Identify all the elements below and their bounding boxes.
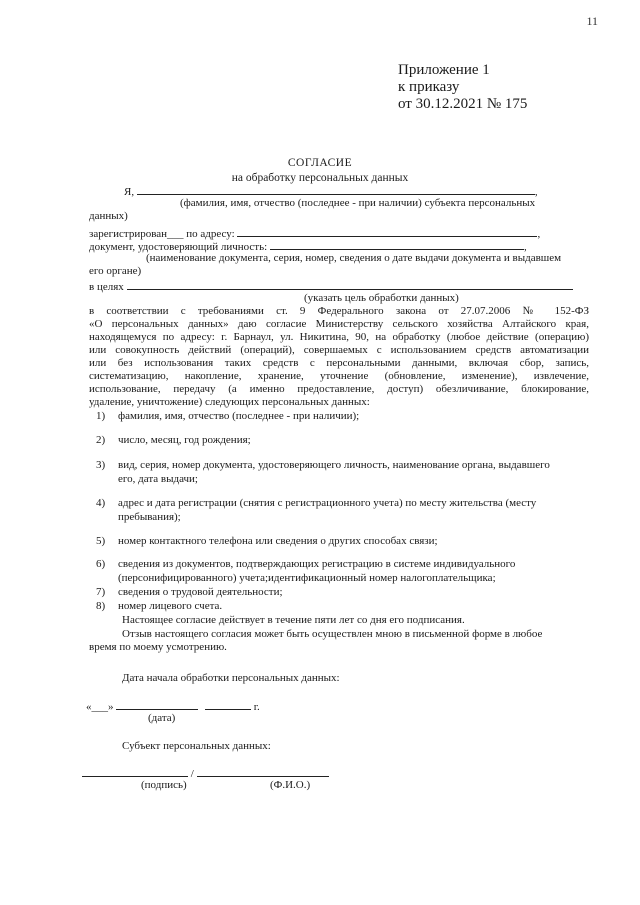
- full-name-hint: (Ф.И.О.): [270, 779, 311, 791]
- date-day-field[interactable]: «___»: [86, 701, 114, 713]
- consent-body-line-6: систематизацию, накопление, хранение, уточнение (обновление, изменение), извлечение,: [89, 370, 589, 382]
- date-hint: (дата): [148, 712, 176, 724]
- list-item-text: вид, серия, номер документа, удостоверяющего личность, наименование органа, выдавшего: [118, 459, 550, 471]
- date-year-suffix: г.: [253, 701, 260, 713]
- appendix-line-1: Приложение 1: [398, 62, 490, 78]
- address-field-label: зарегистрирован___ по адресу:: [89, 228, 235, 240]
- date-month-line[interactable]: [116, 699, 198, 710]
- signature-separator: /: [190, 768, 194, 780]
- list-item-number: 7): [96, 586, 106, 598]
- date-year-line[interactable]: [205, 699, 251, 710]
- appendix-reference: [398, 62, 527, 113]
- list-item-text: сведения о трудовой деятельности;: [118, 586, 283, 598]
- appendix-line-2: к приказу: [398, 79, 460, 95]
- consent-body-line-7: использование, передачу (а именно предоставление, доступ) обезличивание, блокирование,: [89, 383, 589, 395]
- id-document-hint-cont: его органе): [89, 265, 142, 277]
- consent-body-line-8: удаление, уничтожение) следующих персональных данных:: [89, 396, 370, 408]
- signature-hint: (подпись): [141, 779, 187, 791]
- list-item-number: 2): [96, 434, 106, 446]
- list-item-number: 5): [96, 535, 106, 547]
- consent-body-line-3: находящемуся по адресу: г. Барнаул, ул. Никитина, 90, на обработку (любое действие (операцию): [89, 331, 589, 343]
- name-field-label: Я,: [124, 186, 135, 198]
- purpose-field-line[interactable]: [127, 279, 573, 290]
- consent-body-line-4: или совокупность действий (операций), совершаемых с использованием средств автоматизации: [89, 344, 589, 356]
- address-field-comma: ,: [537, 228, 541, 240]
- list-item-text-cont: его, дата выдачи;: [118, 473, 198, 485]
- id-document-field-line[interactable]: [270, 239, 524, 250]
- purpose-field-label: в целях: [89, 281, 124, 293]
- purpose-field-hint: (указать цель обработки данных): [304, 292, 459, 304]
- list-item-number: 6): [96, 558, 106, 570]
- list-item-number: 4): [96, 497, 106, 509]
- document-subtitle: на обработку персональных данных: [231, 172, 409, 184]
- name-field-hint-cont: данных): [89, 210, 128, 222]
- consent-body-line-2: «О персональных данных» даю согласие Министерству сельского хозяйства Алтайского края,: [89, 318, 589, 330]
- list-item-text-cont: пребывания);: [118, 511, 181, 523]
- list-item-text: число, месяц, год рождения;: [118, 434, 251, 446]
- consent-body-line-5: или без использования таких средств с персональными данными, включая сбор, запись,: [89, 357, 589, 369]
- id-document-field-comma: ,: [523, 241, 527, 253]
- id-document-field-label: документ, удостоверяющий личность:: [89, 241, 268, 253]
- start-date-label: Дата начала обработки персональных данных:: [122, 672, 340, 684]
- list-item-text-cont: (персонифицированного) учета;идентификационный номер налогоплательщика;: [118, 572, 496, 584]
- revocation-statement-cont: время по моему усмотрению.: [89, 641, 227, 653]
- appendix-line-3: от 30.12.2021 № 175: [398, 96, 528, 112]
- full-name-line[interactable]: [197, 766, 329, 777]
- list-item-number: 3): [96, 459, 106, 471]
- name-field-hint: (фамилия, имя, отчество (последнее - при наличии) субъекта персональных: [180, 197, 536, 209]
- list-item-text: фамилия, имя, отчество (последнее - при наличии);: [118, 410, 360, 422]
- subject-label: Субъект персональных данных:: [122, 740, 271, 752]
- list-item-number: 1): [96, 410, 106, 422]
- signature-line[interactable]: [82, 766, 188, 777]
- list-item-text: адрес и дата регистрации (снятия с регистрационного учета) по месту жительства (месту: [118, 497, 537, 509]
- list-item-number: 8): [96, 600, 106, 612]
- consent-body-line-1: в соответствии с требованиями ст. 9 Федерального закона от 27.07.2006 № 152-ФЗ: [89, 305, 589, 317]
- address-field-line[interactable]: [237, 226, 537, 237]
- list-item-text: номер лицевого счета.: [118, 600, 223, 612]
- page-number: 11: [586, 14, 598, 28]
- name-field-comma: ,: [534, 186, 538, 198]
- name-field-line[interactable]: [137, 184, 535, 195]
- list-item-text: номер контактного телефона или сведения о других способах связи;: [118, 535, 438, 547]
- revocation-statement: Отзыв настоящего согласия может быть осуществлен мною в письменной форме в любое: [122, 628, 543, 640]
- validity-statement: Настоящее согласие действует в течение пяти лет со дня его подписания.: [122, 614, 465, 626]
- id-document-hint: (наименование документа, серия, номер, сведения о дате выдачи документа и выдавшем: [146, 252, 562, 264]
- document-title: СОГЛАСИЕ: [287, 157, 353, 169]
- list-item-text: сведения из документов, подтверждающих регистрацию в системе индивидуального: [118, 558, 516, 570]
